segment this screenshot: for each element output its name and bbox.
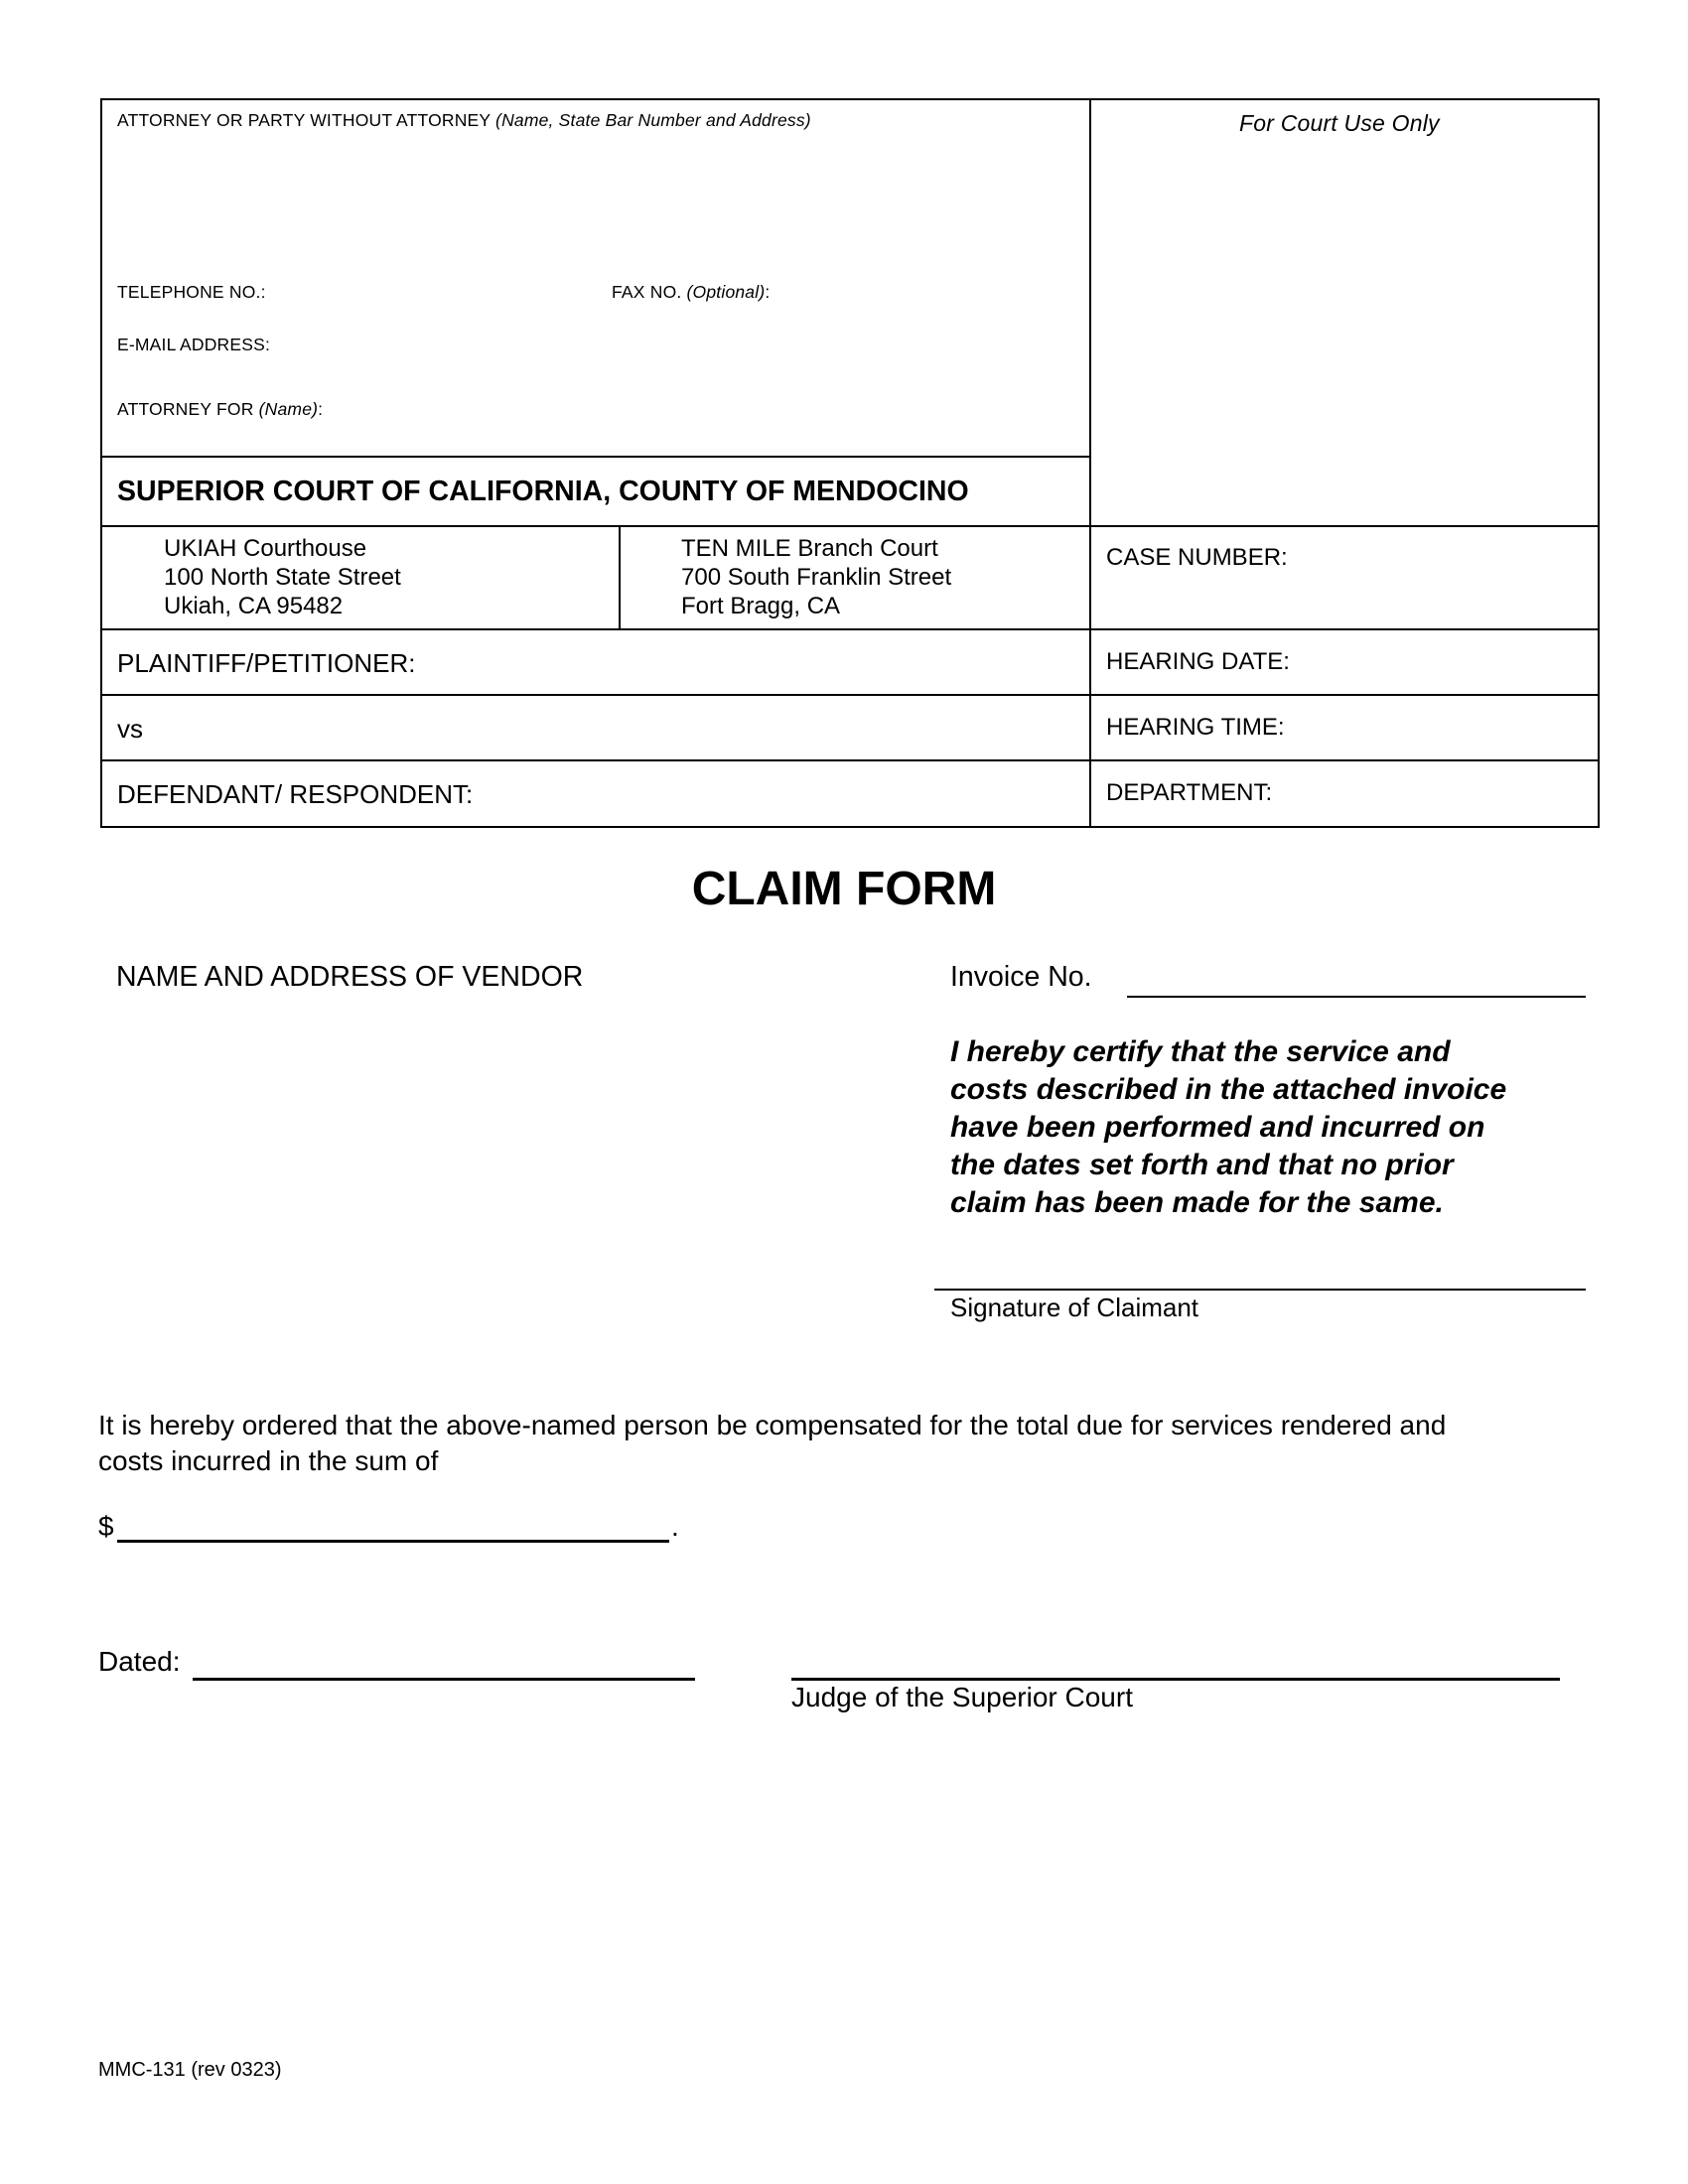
- attorney-for-colon: :: [318, 399, 324, 419]
- courthouse-divider: [100, 628, 1600, 630]
- order-line-1: It is hereby ordered that the above-named person be compensated for the total due for services rendered and: [98, 1410, 1447, 1440]
- attorney-for-label: [117, 399, 323, 420]
- certify-line-5: claim has been made for the same.: [950, 1186, 1444, 1219]
- form-title: CLAIM FORM: [691, 863, 997, 915]
- attorney-party-label: [117, 110, 811, 131]
- dated-label: Dated:: [98, 1646, 181, 1677]
- claimant-signature-field[interactable]: [934, 1241, 1586, 1287]
- judge-label: Judge of the Superior Court: [791, 1682, 1133, 1712]
- attorney-label-text: ATTORNEY OR PARTY WITHOUT ATTORNEY: [117, 110, 491, 130]
- hearing-time-label: HEARING TIME:: [1106, 714, 1285, 741]
- defendant-label: DEFENDANT/ RESPONDENT:: [117, 779, 474, 809]
- attorney-for-text: ATTORNEY FOR: [117, 399, 254, 419]
- attorney-for-note: (Name): [258, 399, 319, 419]
- attorney-for-field[interactable]: [348, 397, 1072, 423]
- fax-label: [612, 282, 770, 303]
- amount-line: [117, 1540, 669, 1543]
- certification-statement: [950, 1033, 1506, 1222]
- department-field[interactable]: [1291, 771, 1589, 815]
- judge-signature-line: [791, 1678, 1560, 1681]
- courthouse-column-divider: [619, 525, 621, 629]
- judge-signature-field[interactable]: [791, 1630, 1560, 1676]
- vs-label: vs: [117, 714, 143, 744]
- column-divider: [1089, 98, 1091, 828]
- dated-line: [193, 1678, 695, 1681]
- defendant-field[interactable]: [501, 771, 1077, 815]
- ten-mile-line1: TEN MILE Branch Court: [681, 535, 938, 562]
- attorney-label-note: (Name, State Bar Number and Address): [495, 110, 811, 130]
- certify-line-4: the dates set forth and that no prior: [950, 1149, 1454, 1181]
- department-label: DEPARTMENT:: [1106, 779, 1273, 806]
- fax-label-text: FAX NO.: [612, 282, 682, 302]
- plaintiff-field[interactable]: [442, 640, 1077, 684]
- ten-mile-line2: 700 South Franklin Street: [681, 564, 952, 591]
- vendor-address-field[interactable]: [116, 1003, 911, 1300]
- email-field[interactable]: [288, 333, 1072, 358]
- court-name: SUPERIOR COURT OF CALIFORNIA, COUNTY OF MENDOCINO: [117, 476, 969, 507]
- vendor-label: NAME AND ADDRESS OF VENDOR: [116, 961, 584, 993]
- invoice-label: Invoice No.: [950, 961, 1092, 993]
- form-number: MMC-131 (rev 0323): [98, 2059, 282, 2081]
- ukiah-line2: 100 North State Street: [164, 564, 401, 591]
- hearing-time-field[interactable]: [1311, 706, 1589, 750]
- hearing-date-field[interactable]: [1311, 640, 1589, 684]
- telephone-label: TELEPHONE NO.:: [117, 282, 266, 302]
- court-use-only-area: [1102, 149, 1589, 516]
- ten-mile-branch-address: [681, 534, 951, 620]
- telephone-field[interactable]: [283, 280, 601, 306]
- case-number-label: CASE NUMBER:: [1106, 544, 1288, 571]
- fax-label-note: (Optional): [686, 282, 766, 302]
- certify-line-2: costs described in the attached invoice: [950, 1073, 1507, 1106]
- plaintiff-divider: [100, 694, 1600, 696]
- invoice-number-line: [1127, 996, 1586, 998]
- fax-label-colon: :: [765, 282, 771, 302]
- certify-line-3: have been performed and incurred on: [950, 1111, 1485, 1144]
- amount-field[interactable]: [117, 1501, 669, 1539]
- case-number-field[interactable]: [1106, 576, 1583, 615]
- invoice-number-field[interactable]: [1127, 958, 1586, 996]
- dollar-sign: $: [98, 1511, 114, 1542]
- signature-label: Signature of Claimant: [950, 1293, 1199, 1322]
- ukiah-line1: UKIAH Courthouse: [164, 535, 367, 562]
- certify-line-1: I hereby certify that the service and: [950, 1035, 1451, 1068]
- attorney-name-address-field[interactable]: [117, 137, 1070, 276]
- ten-mile-line3: Fort Bragg, CA: [681, 593, 841, 619]
- amount-period: .: [671, 1511, 679, 1542]
- order-statement: [98, 1408, 1446, 1479]
- order-line-2: costs incurred in the sum of: [98, 1445, 439, 1476]
- date-field[interactable]: [193, 1638, 695, 1676]
- ukiah-line3: Ukiah, CA 95482: [164, 593, 344, 619]
- court-use-only-label: For Court Use Only: [1239, 110, 1440, 136]
- fax-field[interactable]: [784, 280, 1072, 306]
- ukiah-courthouse-address: [164, 534, 401, 620]
- plaintiff-label: PLAINTIFF/PETITIONER:: [117, 648, 416, 678]
- signature-line: [934, 1289, 1586, 1291]
- hearing-date-label: HEARING DATE:: [1106, 648, 1290, 675]
- court-name-divider: [100, 525, 1600, 527]
- email-label: E-MAIL ADDRESS:: [117, 335, 271, 354]
- vs-divider: [100, 759, 1600, 761]
- attorney-block-divider: [100, 456, 1090, 458]
